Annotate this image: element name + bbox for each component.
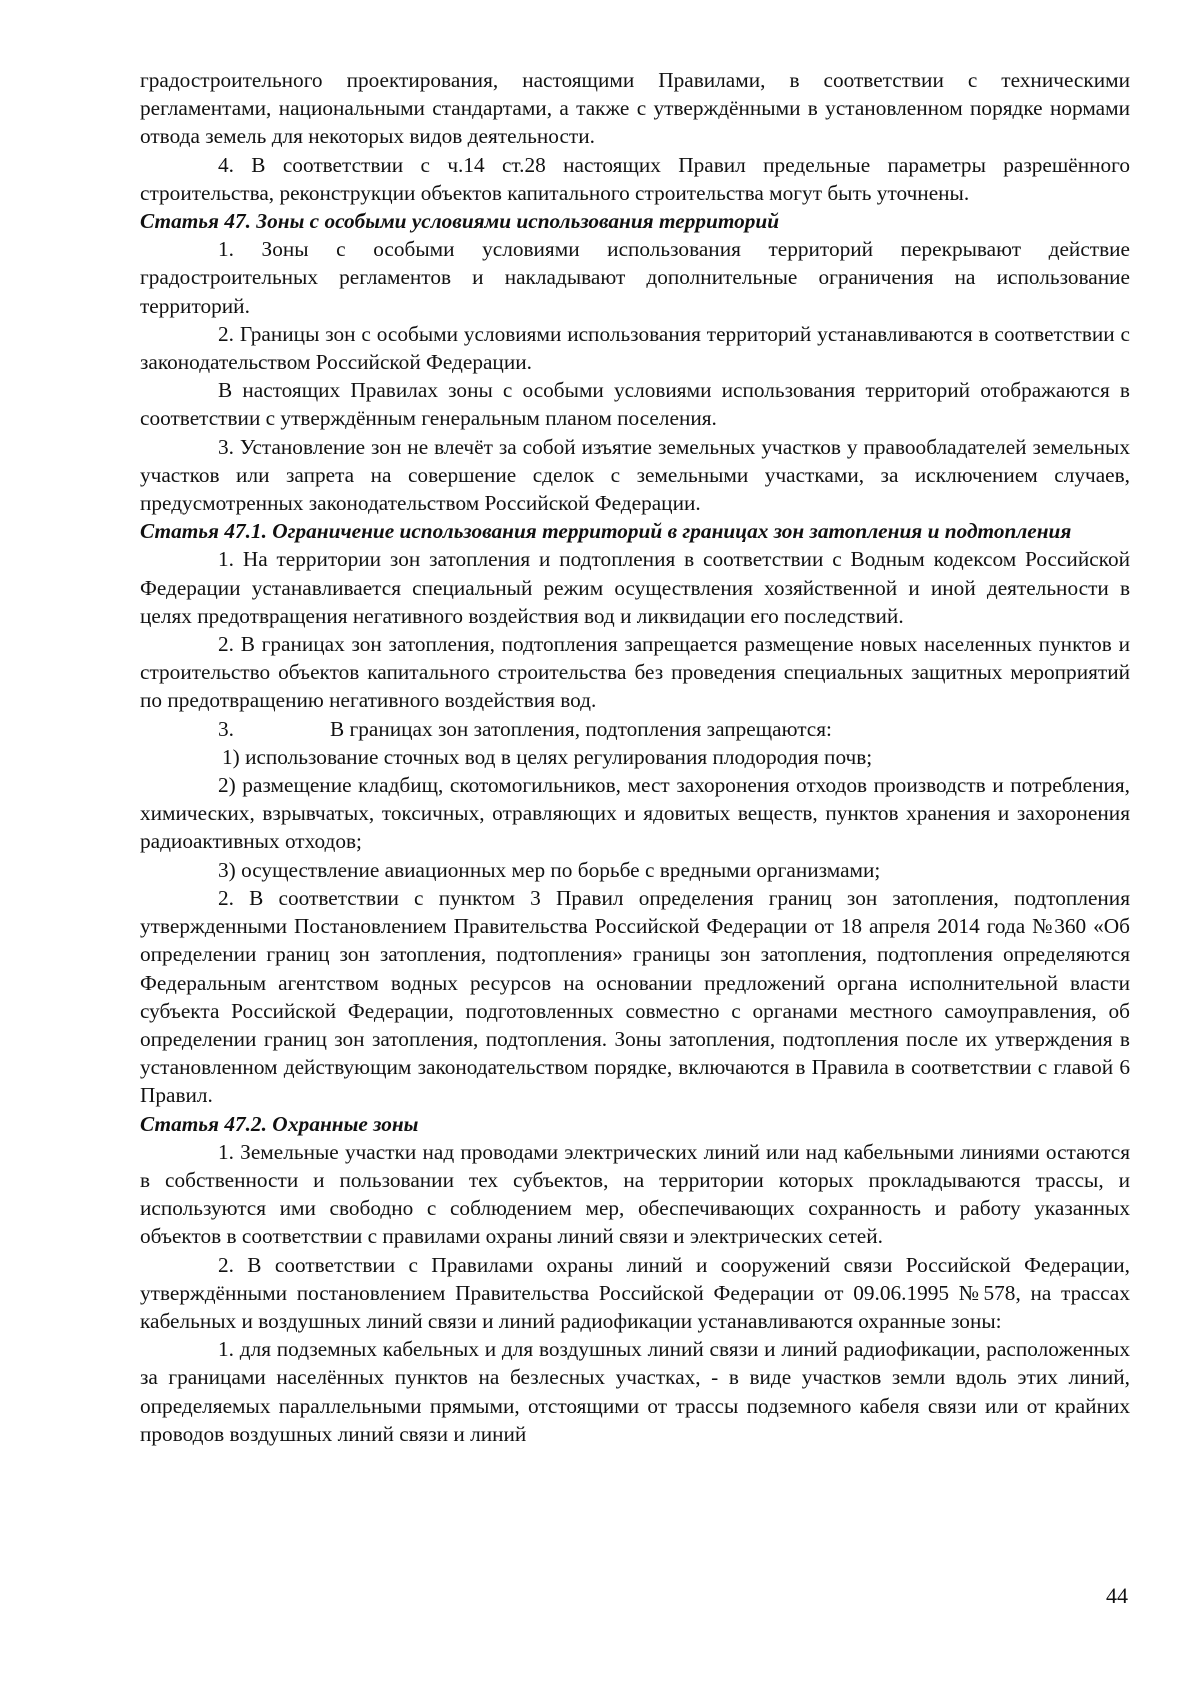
paragraph: 1. для подземных кабельных и для воздушных линий связи и линий радиофикации, расположенных за границами населённых пунктов на безлесных участках, - в виде участков земли вдоль этих линий, определяемых параллельными прямыми, отстоящими от трассы подземного кабеля связи или от крайних проводов воздушных линий связи и линий xyxy=(140,1337,1130,1446)
paragraph: 2. В соответствии с Правилами охраны линий и сооружений связи Российской Федерации, утверждёнными постановлением Правительства Российской Федерации от 09.06.1995 №578, на трассах кабельных и воздушных линий связи и линий радиофикации устанавливаются охранные зоны: xyxy=(140,1252,1130,1333)
paragraph: В настоящих Правилах зоны с особыми условиями использования территорий отображаются в соответствии с утверждённым генеральным планом поселения. xyxy=(140,378,1130,431)
paragraph: 3. Установление зон не влечёт за собой изъятие земельных участков у правообладателей земельных участков или запрета на совершение сделок с земельными участками, за исключением случаев, предусмотренных законодательством Российской Федерации. xyxy=(140,434,1130,516)
document-page xyxy=(140,66,1130,1448)
paragraph: 2. В границах зон затопления, подтопления запрещается размещение новых населенных пунктов и строительство объектов капитального строительства без проведения специальных защитных мероприятий по предотвращению негативного воздействия вод. xyxy=(140,632,1130,713)
article-heading: Статья 47.2. Охранные зоны xyxy=(140,1111,419,1136)
item-number: 3. xyxy=(218,716,234,741)
paragraph: 1. Зоны с особыми условиями использования территорий перекрывают действие градостроительных регламентов и накладывают дополнительные ограничения на использование территорий. xyxy=(140,237,1130,318)
paragraph: 4. В соответствии с ч.14 ст.28 настоящих Правил предельные параметры разрешённого строительства, реконструкции объектов капитального строительства могут быть уточнены. xyxy=(140,152,1130,205)
numbered-paragraph xyxy=(140,715,1130,743)
paragraph: 2. Границы зон с особыми условиями использования территорий устанавливаются в соответствии с законодательством Российской Федерации. xyxy=(140,321,1130,375)
item-text: В границах зон затопления, подтопления запрещаются: xyxy=(330,716,832,741)
list-item: 3) осуществление авиационных мер по борьбе с вредными организмами; xyxy=(218,857,881,882)
paragraph: градостроительного проектирования, настоящими Правилами, в соответствии с техническими регламентами, национальными стандартами, а также с утверждёнными в установленном порядке нормами отвода земель для некоторых видов деятельности. xyxy=(140,68,1130,149)
paragraph: 1. На территории зон затопления и подтопления в соответствии с Водным кодексом Российской Федерации устанавливается специальный режим осуществления хозяйственной и иной деятельности в целях предотвращения негативного воздействия вод и ликвидации его последствий. xyxy=(140,547,1130,628)
article-heading: Статья 47. Зоны с особыми условиями использования территорий xyxy=(140,209,780,234)
page-number: 44 xyxy=(1106,1583,1128,1608)
list-item: 2) размещение кладбищ, скотомогильников, мест захоронения отходов производств и потребления, химических, взрывчатых, токсичных, отравляющих и ядовитых веществ, пунктов хранения и захоронения радиоактивных отходов; xyxy=(140,773,1130,854)
article-heading: Статья 47.1. Ограничение использования территорий в границах зон затопления и подтопления xyxy=(140,519,1072,544)
paragraph: 1. Земельные участки над проводами электрических линий или над кабельными линиями остаются в собственности и пользовании тех субъектов, на территории которых прокладываются трассы, и используются ими свободно с соблюдением мер, обеспечивающих сохранность и работу указанных объектов в соответствии с правилами охраны линий связи и электрических сетей. xyxy=(140,1139,1130,1249)
list-item: 1) использование сточных вод в целях регулирования плодородия почв; xyxy=(222,744,873,769)
paragraph: 2. В соответствии с пунктом 3 Правил определения границ зон затопления, подтопления утвержденными Постановлением Правительства Российской Федерации от 18 апреля 2014 года №360 «Об определении границ зон затопления, подтопления» границы зон затопления, подтопления определяются Федеральным агентством водных ресурсов на основании предложений органа исполнительной власти субъекта Российской Федерации, подготовленных совместно с органами местного самоуправления, об определении границ зон затопления, подтопления. Зоны затопления, подтопления после их утверждения в установленном действующим законодательством порядке, включаются в Правила в соответствии с главой 6 Правил. xyxy=(140,885,1130,1108)
